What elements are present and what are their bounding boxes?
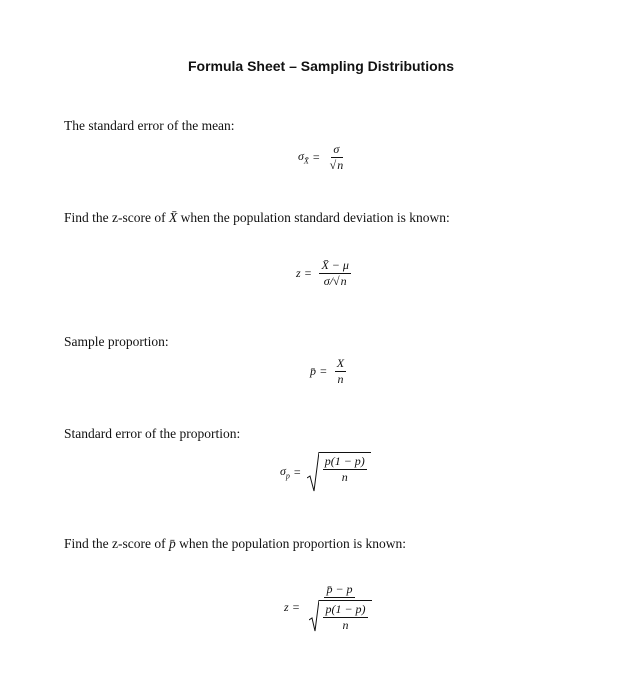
fraction	[319, 258, 350, 289]
equals-sign: =	[304, 266, 312, 280]
radicand: n	[337, 158, 344, 172]
sqrt-icon	[307, 452, 319, 492]
radical	[309, 600, 371, 633]
formula-lhs	[298, 149, 309, 165]
page-title: Formula Sheet – Sampling Distributions	[187, 58, 455, 74]
formula-lhs	[280, 464, 290, 480]
equals-sign: =	[312, 150, 320, 164]
section-label-z-score-mean	[64, 210, 450, 226]
section-label-z-score-proportion	[64, 536, 406, 552]
equals-sign: =	[293, 464, 301, 479]
label-text-post: when the population proportion is known:	[175, 536, 406, 551]
section-label-standard-error-proportion: Standard error of the proportion:	[64, 426, 241, 441]
denominator-sigma: σ/	[323, 274, 334, 288]
radical	[307, 452, 371, 492]
equals-sign: =	[320, 364, 327, 378]
equals-sign: =	[292, 600, 300, 614]
label-text-post: when the population standard deviation is known:	[177, 210, 450, 225]
radicand: n	[340, 274, 347, 288]
numerator: σ	[333, 142, 340, 156]
formula-lhs: z	[284, 600, 289, 614]
subscript-xbar: X̄	[303, 156, 309, 166]
label-text-pre: Find the z-score of	[64, 210, 169, 225]
denominator: n	[341, 470, 348, 484]
numerator: p(1 − p)	[324, 454, 365, 468]
formula-lhs: z	[296, 266, 301, 280]
formula-sample-proportion	[310, 356, 346, 387]
sqrt-icon: √	[333, 274, 340, 288]
formula-z-score-proportion	[284, 582, 372, 633]
formula-standard-error-mean	[298, 142, 345, 173]
sigma-symbol: σ	[298, 149, 304, 164]
label-symbol-xbar: X̄	[168, 210, 178, 225]
numerator: X̄ − μ	[321, 258, 349, 272]
sqrt-icon	[309, 600, 319, 632]
section-label-sample-proportion: Sample proportion:	[64, 334, 169, 349]
sqrt-icon: √	[329, 158, 337, 172]
subscript-p: p	[285, 471, 290, 481]
label-symbol-pbar: p̄	[168, 536, 176, 551]
sigma-symbol: σ	[280, 463, 286, 478]
fraction	[328, 142, 346, 173]
formula-lhs: p̄	[310, 364, 316, 378]
numerator: X	[336, 356, 345, 370]
section-label-standard-error-mean: The standard error of the mean:	[64, 118, 235, 133]
formula-z-score-mean	[296, 258, 351, 289]
inner-denominator: n	[342, 618, 349, 632]
denominator	[328, 158, 346, 173]
formula-standard-error-proportion	[280, 452, 371, 492]
fraction	[307, 582, 371, 633]
denominator	[322, 274, 349, 289]
fraction	[335, 356, 346, 387]
numerator: p̄ − p	[326, 582, 353, 596]
radicand	[319, 452, 371, 492]
denominator: n	[337, 372, 344, 386]
radicand	[319, 600, 371, 633]
inner-numerator: p(1 − p)	[325, 602, 366, 616]
label-text-pre: Find the z-score of	[64, 536, 169, 551]
